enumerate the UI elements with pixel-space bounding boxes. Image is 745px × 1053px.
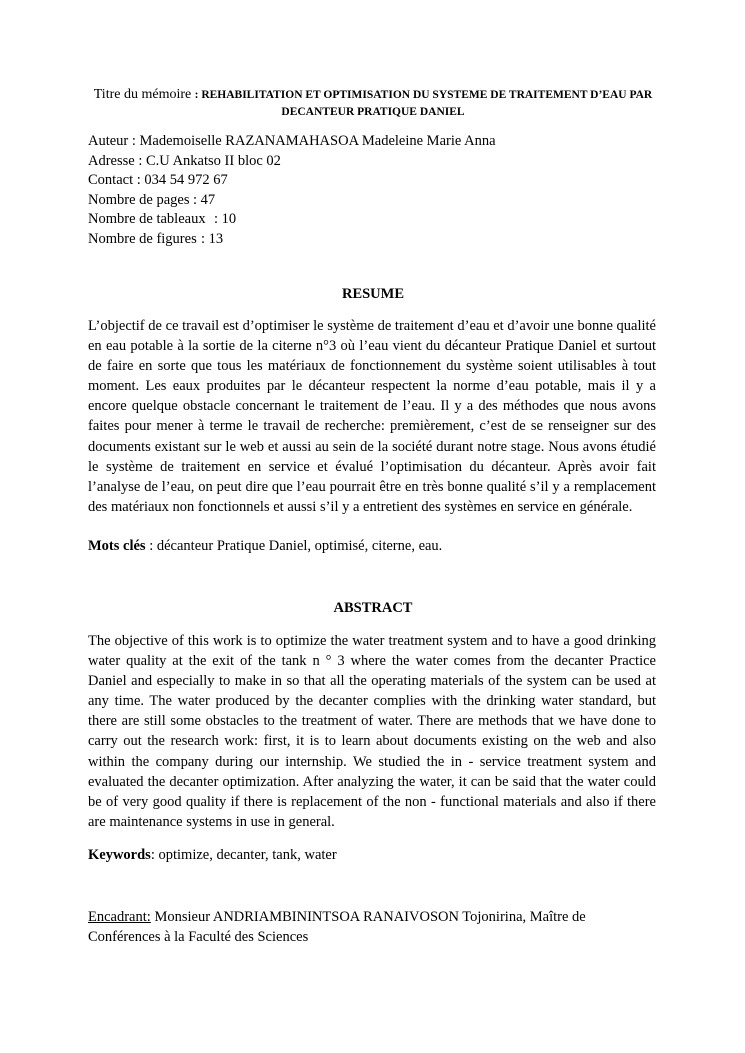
thesis-title [88, 86, 658, 120]
contact-line: Contact : 034 54 972 67 [88, 172, 228, 189]
title-prefix: Titre du mémoire [93, 87, 192, 102]
tables-value: : 10 [214, 211, 237, 228]
supervisor-text: Monsieur ANDRIAMBININTSOA RANAIVOSON Tojonirina, Maître de Conférences à la Faculté des Sciences [88, 909, 586, 945]
pages-line [88, 191, 496, 211]
figures-label: Nombre de figures [88, 230, 197, 247]
resume-body: L’objectif de ce travail est d’optimiser le système de traitement d’eau et d’avoir une bonne qualité en eau potable à la sortie de la citerne n°3 où l’eau vient du décanteur Pratique Daniel et surtout de faire en sorte que tous les matériaux de fonctionnement du système soient utilisables à tout moment. Les eaux produites par le décanteur respectent la norme d’eau potable, mais il y a encore quelque obstacle concernant le traitement de l’eau. Il y a des méthodes que nous avons faites pour mener à terme le travail de recherche: premièrement, c’est de se renseigner sur des documents existant sur le web et aussi au sein de la société durant notre stage. Nous avons étudié le système de traitement en service et évalué l’optimisation du décanteur. Après avoir fait l’analyse de l’eau, on peut dire que l’eau pourrait être en très bonne qualité s’il y a remplacement des matériaux non fonctionnels et aussi s’il y a entretient des systèmes en service en générale. [88, 318, 656, 515]
figures-line [88, 230, 496, 250]
figures-value: : 13 [201, 230, 224, 247]
resume-heading: RESUME [341, 286, 405, 302]
abstract-keywords-text: : optimize, decanter, tank, water [150, 847, 337, 863]
metadata-block [88, 132, 496, 250]
abstract-keywords [88, 845, 656, 865]
tables-line [88, 210, 496, 230]
resume-keywords [88, 536, 656, 556]
abstract-body: The objective of this work is to optimize the water treatment system and to have a good drinking water quality at the exit of the tank n ° 3 where the water comes from the decanter Practice Daniel and especially to make in so that all the operating materials of the system can be used at any time. The water produced by the decanter complies with the drinking water standard, but there are still some obstacles to the treatment of water. There are methods that we have done to carry out the research work: first, it is to learn about documents existing on the web and also within the company during our internship. We studied the in - service treatment system and evaluated the decanter optimization. After analyzing the water, it can be said that the water could be of very good quality if there is replacement of the non - functional materials and also if there are maintenance systems in use in general. [88, 633, 656, 830]
resume-keywords-text: : décanteur Pratique Daniel, optimisé, citerne, eau. [145, 538, 443, 554]
tables-label: Nombre de tableaux [88, 211, 206, 228]
supervisor-label: Encadrant: [88, 909, 151, 925]
title-text: : REHABILITATION ET OPTIMISATION DU SYSTEME DE TRAITEMENT D’EAU PAR DECANTEUR PRATIQUE DANIEL [194, 89, 653, 118]
abstract-heading: ABSTRACT [333, 600, 413, 616]
author-line: Auteur : Mademoiselle RAZANAMAHASOA Madeleine Marie Anna [88, 133, 496, 149]
supervisor-block [88, 907, 628, 947]
pages-label: Nombre de pages [88, 191, 190, 208]
resume-keywords-label: Mots clés [88, 538, 146, 554]
address-line: Adresse : C.U Ankatso II bloc 02 [88, 152, 281, 169]
pages-value: : 47 [193, 191, 216, 208]
abstract-keywords-label: Keywords [88, 847, 151, 863]
